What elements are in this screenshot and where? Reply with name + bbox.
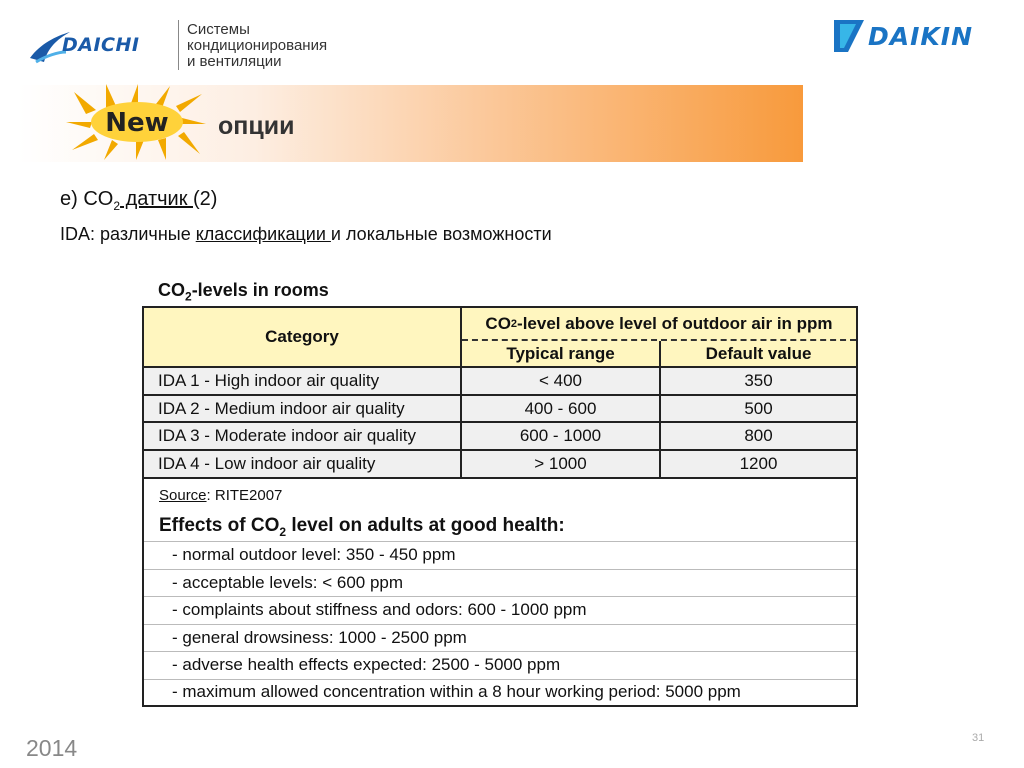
banner-title: опции — [218, 112, 295, 140]
daikin-logo-text: DAIKIN — [868, 22, 973, 51]
header-typical-range: Typical range — [462, 341, 661, 368]
notes-box — [142, 479, 858, 707]
effect-item-1: - normal outdoor level: 350 - 450 ppm — [172, 545, 456, 564]
section-subtitle — [60, 188, 217, 213]
header-default-value: Default value — [661, 341, 856, 368]
svg-text:New: New — [105, 108, 169, 138]
row-3-default: 800 — [661, 423, 856, 451]
note-divider — [144, 679, 856, 680]
row-2-typical: 400 - 600 — [462, 396, 661, 423]
subtitle-prefix: e) CO — [60, 188, 114, 210]
row-3-category: IDA 3 - Moderate indoor air quality — [144, 423, 462, 451]
daichi-logo-text: DAICHI — [62, 34, 140, 56]
effect-item-2: - acceptable levels: < 600 ppm — [172, 573, 404, 592]
row-1-category: IDA 1 - High indoor air quality — [144, 368, 462, 396]
effect-item-6: - maximum allowed concentration within a 8 hour working period: 5000 ppm — [172, 682, 741, 701]
subtitle-suffix: (2) — [193, 188, 218, 210]
table-title-suffix: -levels in rooms — [191, 280, 329, 300]
tagline-line-1: Системы — [187, 21, 250, 38]
ida-description — [60, 224, 552, 245]
effect-item-3: - complaints about stiffness and odors: 600 - 1000 ppm — [172, 600, 587, 619]
effect-item-4: - general drowsiness: 1000 - 2500 ppm — [172, 628, 467, 647]
note-divider — [144, 651, 856, 652]
note-divider — [144, 596, 856, 597]
effects-prefix: Effects of CO — [159, 515, 280, 536]
header-category: Category — [144, 308, 462, 368]
tagline-line-3: и вентиляции — [187, 53, 282, 70]
row-2-default: 500 — [661, 396, 856, 423]
header-group-suffix: -level above level of outdoor air in ppm — [517, 313, 833, 333]
header-group-prefix: CO — [485, 313, 511, 333]
source-line — [159, 487, 282, 504]
subtitle-sensor: датчик — [120, 188, 193, 210]
row-2-category: IDA 2 - Medium indoor air quality — [144, 396, 462, 423]
row-1-typical: < 400 — [462, 368, 661, 396]
header-co2-group — [462, 308, 856, 341]
row-1-default: 350 — [661, 368, 856, 396]
effects-subscript: 2 — [279, 524, 287, 539]
table-title-prefix: CO — [158, 280, 185, 300]
source-value: : RITE2007 — [206, 487, 283, 504]
ida-before: IDA: различные — [60, 224, 196, 244]
co2-levels-table — [142, 306, 858, 479]
source-label: Source — [159, 487, 207, 504]
row-4-typical: > 1000 — [462, 451, 661, 477]
row-4-default: 1200 — [661, 451, 856, 477]
row-4-category: IDA 4 - Low indoor air quality — [144, 451, 462, 477]
effect-item-5: - adverse health effects expected: 2500 - 5000 ppm — [172, 655, 561, 674]
ida-classification: классификации — [195, 224, 331, 244]
logo-divider — [178, 20, 179, 70]
company-tagline — [187, 22, 327, 70]
ida-after: и локальные возможности — [330, 224, 552, 244]
note-divider — [144, 541, 856, 542]
note-divider — [144, 624, 856, 625]
new-badge-icon — [66, 84, 208, 160]
header-group-subscript: 2 — [510, 317, 518, 330]
page-number: 31 — [972, 732, 985, 744]
table-title — [158, 280, 329, 304]
note-divider — [144, 569, 856, 570]
tagline-line-2: кондиционирования — [187, 37, 328, 54]
footer-year: 2014 — [26, 735, 78, 761]
row-3-typical: 600 - 1000 — [462, 423, 661, 451]
subtitle-co2-subscript: 2 — [113, 199, 121, 213]
effects-heading — [159, 515, 565, 539]
table-title-subscript: 2 — [185, 289, 192, 304]
effects-suffix: level on adults at good health: — [286, 515, 565, 536]
